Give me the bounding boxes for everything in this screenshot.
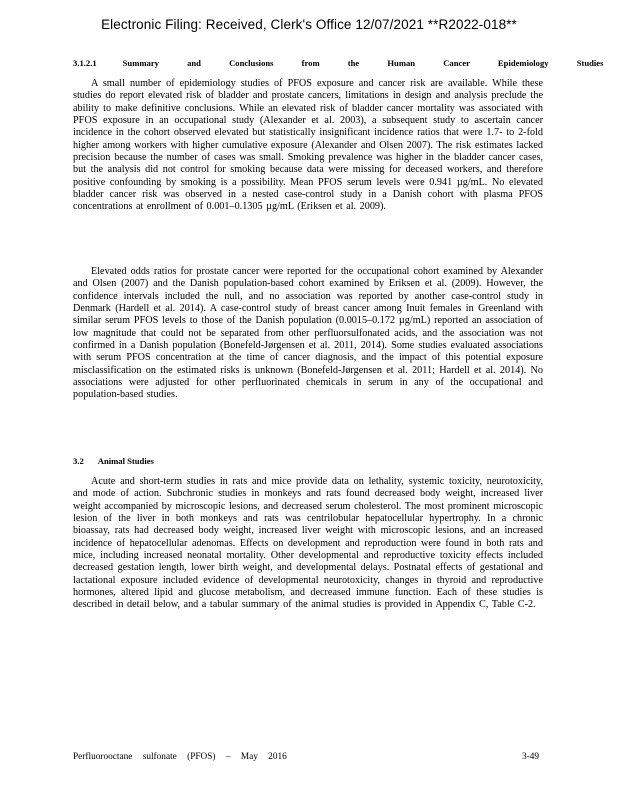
section-title: Animal Studies xyxy=(97,456,154,466)
paragraph-bladder-cancer xyxy=(73,78,543,214)
section-number: 3.1.2.1 xyxy=(73,58,97,68)
footer-page-number: 3-49 xyxy=(521,752,539,762)
section-heading-summary xyxy=(73,58,604,68)
section-title: Summary and Conclusions from the Human Cancer Epidemiology Studies xyxy=(122,58,604,68)
filing-stamp: Electronic Filing: Received, Clerk's Office 12/07/2021 **R2022-018** xyxy=(101,17,517,32)
footer-document-label: Perfluorooctane sulfonate (PFOS) – May 2016 xyxy=(73,752,287,762)
paragraph-text: Elevated odds ratios for prostate cancer were reported for the occupational cohort examined by Alexander and Olsen (2007) and the Danish population-based cohort examined by Eriksen et al. (2009). However, the confidence intervals included the null, and no association was reported by another case-control study in Denmark (Hardell et al. 2014). A case-control study of breast cancer among Inuit females in Greenland with similar serum PFOS levels to those of the Danish population (0.0015–0.172 µg/mL) reported an association of low magnitude that could not be separated from other perfluorsulfonated acids, and the association was not confirmed in a Danish population (Bonefeld-Jørgensen et al. 2011, 2014). Some studies evaluated associations with serum PFOS concentration at the time of cancer diagnosis, and the impact of this potential exposure misclassification on the estimated risks is unknown (Bonefeld-Jørgensen et al. 2011; Hardell et al. 2014). No associations were adjusted for other perfluorinated chemicals in serum in any of the occupational and population-based studies. xyxy=(73,266,543,401)
paragraph-animal-studies xyxy=(73,476,543,612)
paragraph-prostate-breast-cancer xyxy=(73,266,543,402)
paragraph-text: A small number of epidemiology studies of PFOS exposure and cancer risk are available. While these studies do report elevated risk of bladder and prostate cancers, limitations in design and analysis preclude the ability to make definitive conclusions. While an elevated risk of bladder cancer mortality was associated with PFOS exposure in an occupational study (Alexander et al. 2003), a subsequent study to ascertain cancer incidence in the cohort observed elevated but statistically insignificant incidence ratios that were 1.7- to 2-fold higher among workers with higher cumulative exposure (Alexander and Olsen 2007). The risk estimates lacked precision because the number of cases was small. Smoking prevalence was higher in the bladder cancer cases, but the analysis did not control for smoking because data were missing for deceased workers, and therefore positive confounding by smoking is a possibility. Mean PFOS serum levels were 0.941 µg/mL. No elevated bladder cancer risk was observed in a nested case-control study in a Danish cohort with plasma PFOS concentrations at enrollment of 0.001–0.1305 µg/mL (Eriksen et al. 2009). xyxy=(73,78,543,213)
paragraph-text: Acute and short-term studies in rats and mice provide data on lethality, systemic toxicity, neurotoxicity, and mode of action. Subchronic studies in monkeys and rats found decreased body weight, increased liver weight accompanied by microscopic lesions, and decreased serum cholesterol. The most prominent microscopic lesion of the liver in both monkeys and rats was centrilobular hepatocellular hypertrophy. In a chronic bioassay, rats had decreased body weight, increased liver weight with microscopic lesions, and an increased incidence of hepatocellular adenomas. Effects on development and reproduction were found in both rats and mice, including increased neonatal mortality. Other developmental and reproductive toxicity effects included decreased gestation length, lower birth weight, and developmental delays. Postnatal effects of gestational and lactational exposure included evidence of developmental neurotoxicity, changes in thyroid and reproductive hormones, altered lipid and glucose metabolism, and decreased immune function. Each of these studies is described in detail below, and a tabular summary of the animal studies is provided in Appendix C, Table C-2. xyxy=(73,476,543,611)
section-number: 3.2 xyxy=(73,456,84,466)
section-heading-animal-studies xyxy=(73,456,154,466)
